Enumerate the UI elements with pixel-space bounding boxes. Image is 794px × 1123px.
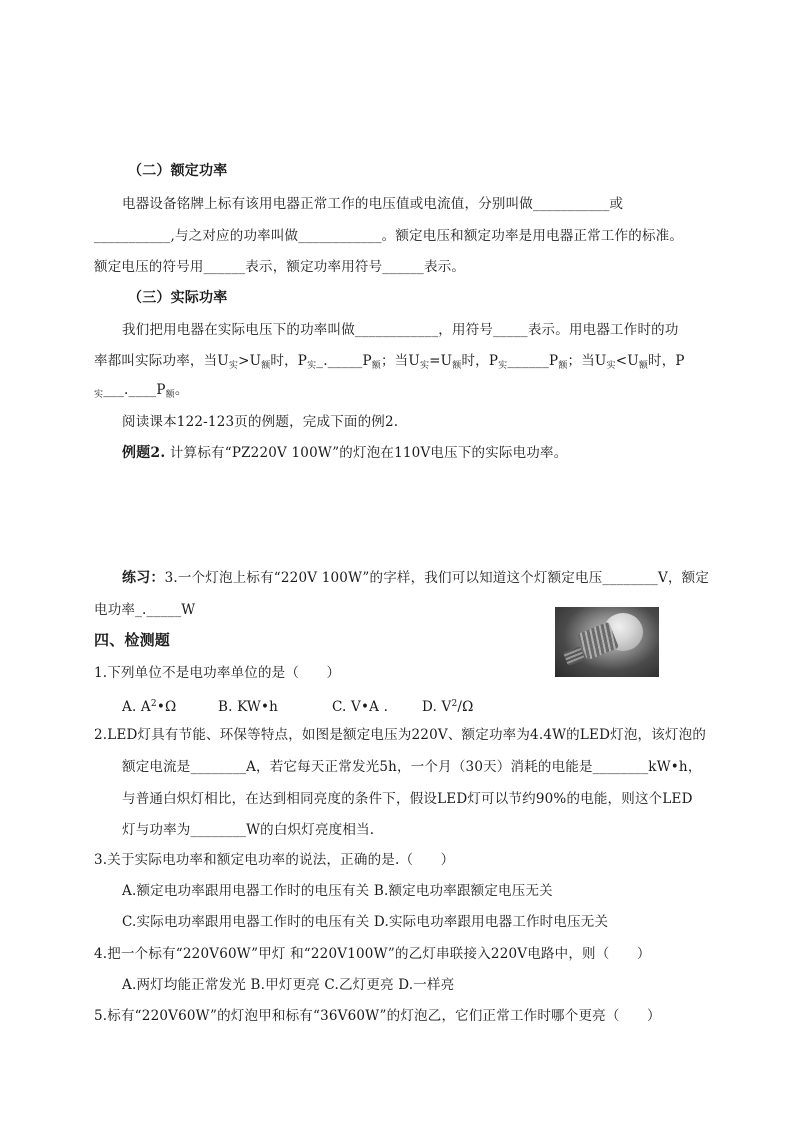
question-3: 3.关于实际电功率和额定电功率的说法，正确的是.（ ）	[94, 852, 455, 868]
question-1: 1.下列单位不是电功率单位的是（ ）	[94, 665, 341, 681]
reading-instruction: 阅读课本122-123页的例题，完成下面的例2.	[122, 414, 399, 430]
actual-power-line-1: 我们把用电器在实际电压下的功率叫做____________，用符号_____表示。用电器工作时的功	[122, 322, 679, 338]
question-5: 5.标有“220V60W”的灯泡甲和标有“36V60W”的灯泡乙，它们正常工作时哪个更亮（ ）	[94, 1008, 661, 1024]
bulb-base-shape	[563, 646, 585, 666]
question-2-line-4: 灯与功率为________W的白炽灯亮度相当.	[122, 822, 375, 838]
q1-option-d: D. $V^2/\Omega$	[422, 699, 474, 715]
question-4: 4.把一个标有“220V60W”甲灯 和“220V100W”的乙灯串联接入220V电路中，则（ ）	[94, 946, 651, 962]
example-2-label: 例题2.	[122, 445, 166, 461]
question-4-options: A.两灯均能正常发光 B.甲灯更亮 C.乙灯更亮 D.一样亮	[122, 977, 455, 993]
actual-power-line-3: $_实\_\_\_.\_\_\_\_P_额$。	[94, 382, 189, 400]
example-2-text: 计算标有“PZ220V 100W”的灯泡在110V电压下的实际电功率。	[169, 445, 568, 461]
question-1-options	[122, 694, 474, 717]
actual-power-line-2: 率都叫实际功率，当$U_实>U_额$时，$P_实\_.\_\_\_\_\_P_额$；当$U_实=U_额$时，$P_实\_\_\_\_\_\_P_额$；当$U_实<U_额$时，P	[94, 353, 685, 371]
practice-line-2: 电功率_._____W	[94, 602, 196, 618]
q1-option-a: A. $A^2•\Omega$	[122, 699, 177, 715]
q1-option-b: B. KW•h	[218, 699, 279, 715]
led-bulb-photo	[555, 607, 659, 677]
question-2-line-1: 2.LED灯具有节能、环保等特点，如图是额定电压为220V、额定功率为4.4W的LED灯泡，该灯泡的	[94, 727, 707, 743]
example-2	[122, 443, 567, 463]
rated-power-line-2: ___________,与之对应的功率叫做____________。额定电压和额定功率是用电器正常工作的标准。	[94, 228, 684, 244]
section-test-title: 四、检测题	[94, 631, 171, 649]
practice-line-1: 练习：3.一个灯泡上标有“220V 100W”的字样，我们可以知道这个灯额定电压________V，额定	[122, 570, 710, 586]
section-rated-power-title: （二）额定功率	[128, 163, 228, 179]
practice-label: 练习：	[122, 570, 165, 586]
rated-power-line-3: 额定电压的符号用______表示，额定功率用符号______表示。	[94, 259, 466, 275]
question-2-line-3: 与普通白炽灯相比，在达到相同亮度的条件下，假设LED灯可以节约90%的电能，则这个LED	[122, 791, 693, 807]
rated-power-line-1: 电器设备铭牌上标有该用电器正常工作的电压值或电流值，分别叫做___________或	[122, 196, 624, 212]
q1-option-c: C. V•A .	[332, 699, 389, 715]
question-2-line-2: 额定电流是________A，若它每天正常发光5h，一个月（30天）消耗的电能是________kW•h，	[122, 759, 702, 775]
section-actual-power-title: （三）实际功率	[128, 290, 228, 306]
question-3-options-ab: A.额定电功率跟用电器工作时的电压有关 B.额定电功率跟额定电压无关	[122, 883, 553, 899]
question-3-options-cd: C.实际电功率跟用电器工作时的电压有关 D.实际电功率跟用电器工作时电压无关	[122, 914, 609, 930]
